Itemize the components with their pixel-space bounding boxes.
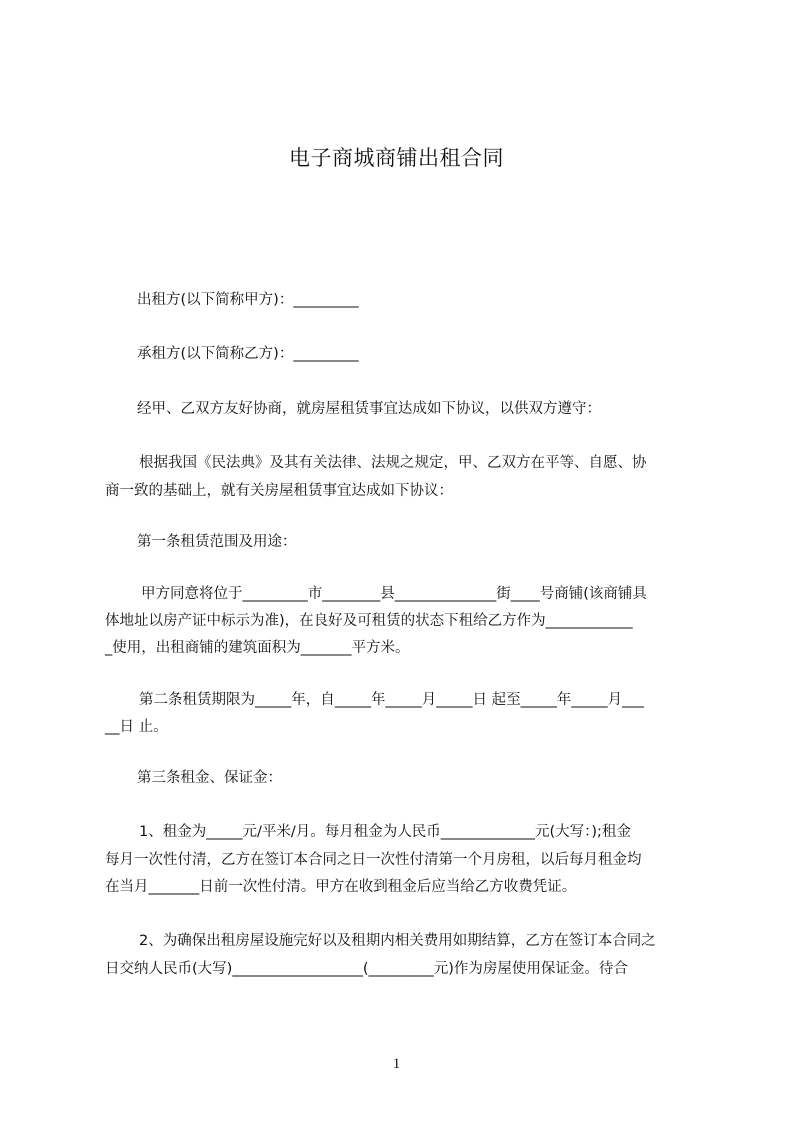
article-2-line-1: 第二条租赁期限为_____年，自_____年_____月_____日 起至_____年_____月___	[139, 692, 644, 708]
contract-title: 电子商城商铺出租合同	[289, 146, 504, 170]
article-1-heading: 第一条租赁范围及用途：	[137, 534, 297, 550]
page-number: 1	[392, 1056, 401, 1072]
article-1-line-3: _使用，出租商铺的建筑面积为_______平方米。	[105, 640, 410, 656]
article-3-heading: 第三条租金、保证金：	[137, 770, 282, 786]
article-1-line-2: 体地址以房产证中标示为准)，在良好及可租赁的状态下租给乙方作为____________	[105, 613, 633, 629]
basis-paragraph-line-2: 商一致的基础上，就有关房屋租赁事宜达成如下协议：	[105, 483, 453, 499]
article-2-line-2: __日 止。	[105, 719, 168, 735]
rent-clause-line-3: 在当月_______日前一次性付清。甲方在收到租金后应当给乙方收费凭证。	[105, 879, 577, 895]
rent-clause-line-1: 1、租金为_____元/平米/月。每月租金为人民币_____________元(大写：);租金	[139, 824, 631, 840]
lessor-line: 出租方(以下简称甲方)：_________	[137, 292, 359, 308]
article-1-line-1: 甲方同意将位于_________市________县______________街____号商铺(该商铺具	[141, 586, 647, 602]
preamble-line: 经甲、乙双方友好协商，就房屋租赁事宜达成如下协议，以供双方遵守：	[137, 401, 601, 417]
basis-paragraph-line-1: 根据我国《民法典》及其有关法律、法规之规定，甲、乙双方在平等、自愿、协	[139, 455, 647, 471]
deposit-clause-line-1: 2、为确保出租房屋设施完好以及租期内相关费用如期结算，乙方在签订本合同之	[139, 933, 656, 949]
lessee-line: 承租方(以下简称乙方)：_________	[137, 346, 359, 362]
deposit-clause-line-2: 日交纳人民币(大写)__________________(_________元)作为房屋使用保证金。待合	[105, 961, 628, 977]
rent-clause-line-2: 每月一次性付清，乙方在签订本合同之日一次性付清第一个月房租，以后每月租金均	[105, 852, 642, 868]
